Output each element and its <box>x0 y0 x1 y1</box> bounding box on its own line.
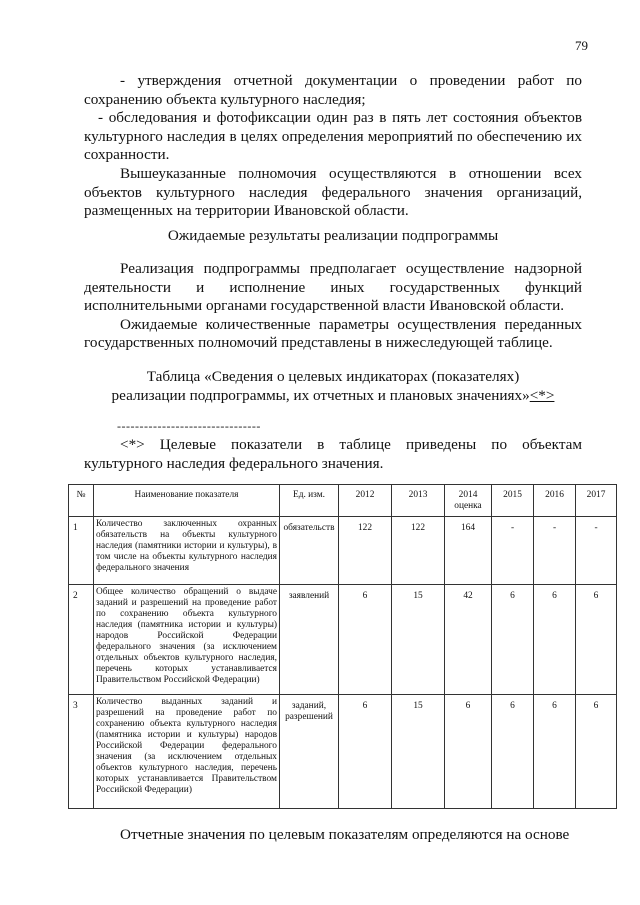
table-header-row <box>69 485 617 517</box>
footnote-separator: -------------------------------- <box>117 419 261 433</box>
row-num: 3 <box>69 695 94 809</box>
closing-block <box>84 826 582 845</box>
row-name: Количество заключенных охранных обязательств на объекты культурного наследия (памятники истории и культуры), в том числе на объекты культурного наследия федерального значения <box>94 517 280 585</box>
row-unit: заявлений <box>280 585 339 695</box>
row-value-2013: 122 <box>392 517 445 585</box>
row-value-2016: - <box>534 517 576 585</box>
row-value-2014: 42 <box>445 585 492 695</box>
header-2015: 2015 <box>492 485 534 517</box>
header-2017: 2017 <box>576 485 617 517</box>
row-num: 2 <box>69 585 94 695</box>
row-value-2013: 15 <box>392 585 445 695</box>
row-name: Количество выданных заданий и разрешений на проведение работ по сохранению объекта культурного наследия (памятника истории и культуры) народов Российской Федерации федерального значения (за исключением отдельных объектов культурного наследия, перечень которых устанавливается Правительством Российской Федерации) <box>94 695 280 809</box>
footnote-text: <*> Целевые показатели в таблице приведены по объектам культурного наследия федерального значения. <box>84 436 582 472</box>
paragraph-parameters: Ожидаемые количественные параметры осуществления переданных государственных полномочий представлены в нижеследующей таблице. <box>84 315 582 352</box>
section-heading: Ожидаемые результаты реализации подпрограммы <box>167 227 499 244</box>
paragraph-inspection: - обследования и фотофиксации один раз в пять лет состояния объектов культурного наследия в целях определения мероприятий по обеспечению их сохранности. <box>84 109 582 164</box>
header-name: Наименование показателя <box>94 485 280 517</box>
footnote-block <box>84 436 582 473</box>
results-block <box>84 260 582 353</box>
row-value-2016: 6 <box>534 585 576 695</box>
row-unit: заданий, разрешений <box>280 695 339 809</box>
row-value-2012: 6 <box>339 695 392 809</box>
row-value-2017: 6 <box>576 585 617 695</box>
row-value-2015: 6 <box>492 585 534 695</box>
row-value-2016: 6 <box>534 695 576 809</box>
row-value-2015: 6 <box>492 695 534 809</box>
row-value-2015: - <box>492 517 534 585</box>
row-value-2014: 164 <box>445 517 492 585</box>
paragraph-approval: - утверждения отчетной документации о проведении работ по сохранению объекта культурного наследия; <box>84 72 582 108</box>
header-2012: 2012 <box>339 485 392 517</box>
row-value-2012: 122 <box>339 517 392 585</box>
intro-block <box>84 72 582 221</box>
table-row <box>69 695 617 809</box>
table-row <box>69 517 617 585</box>
header-2016: 2016 <box>534 485 576 517</box>
row-unit: обязательств <box>280 517 339 585</box>
paragraph-implementation: Реализация подпрограммы предполагает осуществление надзорной деятельности и исполнение иных государственных функций исполнительными органами государственной власти Ивановской области. <box>84 260 582 315</box>
indicators-table-wrapper <box>68 484 616 809</box>
row-value-2017: - <box>576 517 617 585</box>
table-caption-line-1: Таблица «Сведения о целевых индикаторах (показателях) <box>146 368 520 385</box>
table-row <box>69 585 617 695</box>
indicators-table <box>68 484 617 809</box>
header-2014-note: оценка <box>454 501 482 511</box>
paragraph-reporting: Отчетные значения по целевым показателям определяются на основе <box>120 826 570 843</box>
header-num: № <box>69 485 94 517</box>
header-2014 <box>445 485 492 517</box>
footnote-reference-link[interactable]: <*> <box>529 386 555 404</box>
row-value-2012: 6 <box>339 585 392 695</box>
table-caption <box>84 368 582 405</box>
header-unit: Ед. изм. <box>280 485 339 517</box>
row-value-2013: 15 <box>392 695 445 809</box>
header-2013: 2013 <box>392 485 445 517</box>
paragraph-powers: Вышеуказанные полномочия осуществляются в отношении всех объектов культурного наследия федерального значения организаций, размещенных на территории Ивановской области. <box>84 164 582 220</box>
row-num: 1 <box>69 517 94 585</box>
page-number: 79 <box>575 38 588 53</box>
table-caption-line-2-text: реализации подпрограммы, их отчетных и плановых значениях» <box>111 386 530 404</box>
row-name: Общее количество обращений о выдаче заданий и разрешений на проведение работ по сохранению объекта культурного наследия (памятника истории и культуры) народов Российской Федерации федерального значения (за исключением отдельных объектов культурного наследия, перечень которых устанавливается Правительством Российской Федерации) <box>94 585 280 695</box>
table-caption-line-2 <box>84 387 582 406</box>
header-2014-year: 2014 <box>458 490 478 500</box>
row-value-2017: 6 <box>576 695 617 809</box>
row-value-2014: 6 <box>445 695 492 809</box>
